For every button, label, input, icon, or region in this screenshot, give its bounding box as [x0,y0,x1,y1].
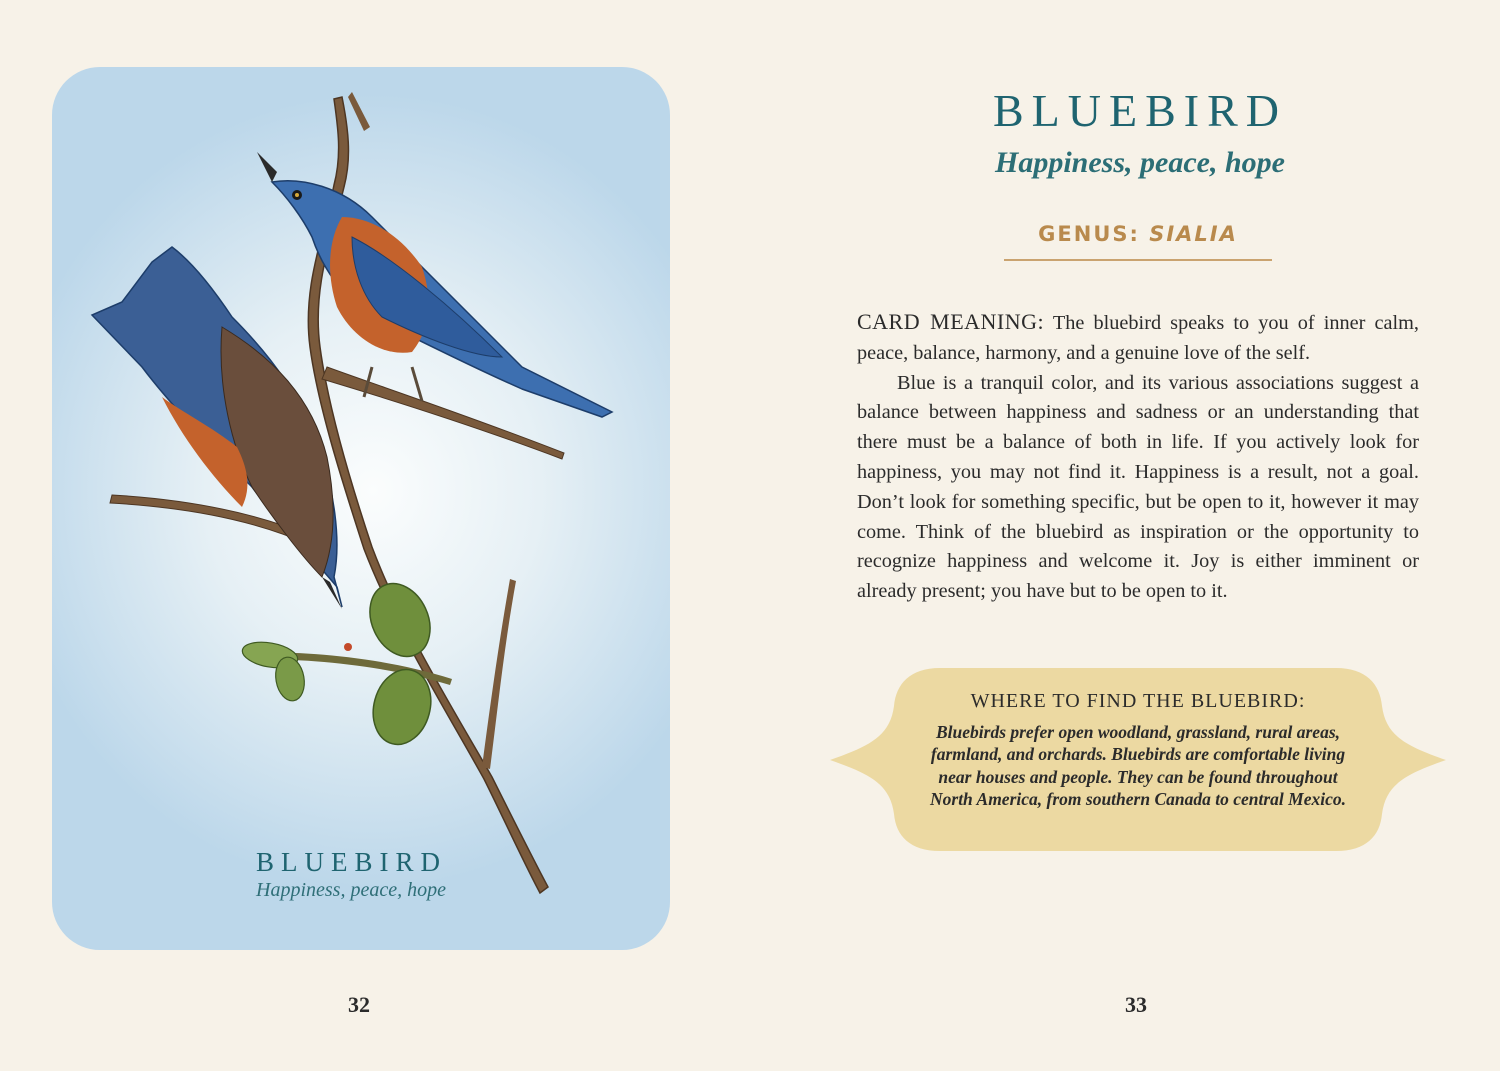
where-to-find-box [830,666,1446,853]
genus-name: SIALIA [1149,222,1238,246]
genus-label: GENUS: [1038,222,1140,246]
card-title: BLUEBIRD [256,847,447,877]
genus-underline [1004,259,1272,261]
card-meaning-label: CARD MEANING: [857,309,1045,334]
oracle-card [52,67,670,950]
page-title: BLUEBIRD [993,85,1287,136]
bluebird-illustration [52,67,670,950]
genus-heading [1004,222,1272,246]
where-title: WHERE TO FIND THE BLUEBIRD: [970,690,1306,712]
where-text: Bluebirds prefer open woodland, grassland, rural areas, farmland, and orchards. Bluebirds are comfortable living near houses and people. They can be found throughout North America, from southern Canada to central Mexico. [930,722,1346,809]
upper-bird [257,152,612,417]
card-subtitle: Happiness, peace, hope [256,879,446,901]
paragraph-1 [857,307,1419,369]
page-number-left: 32 [348,992,370,1017]
paragraph-1-text: The bluebird speaks to you of inner calm, peace, balance, harmony, and a genuine love of the self. [857,312,1419,364]
page-subtitle: Happiness, peace, hope [995,146,1285,179]
card-meaning-text [857,307,1419,607]
paragraph-2: Blue is a tranquil color, and its various associations suggest a balance between happiness and sadness or an understanding that there must be a balance of both in life. If you actively look for happiness, you may not find it. Happiness is a result, not a goal. Don’t look for something specific, but be open to it, however it may come. Think of the bluebird as inspiration or the opportunity to recognize happiness and welcome it. Joy is either imminent or already present; you have but to be open to it. [857,371,1419,603]
lower-bird [92,247,342,609]
page-number-right: 33 [1125,992,1147,1017]
